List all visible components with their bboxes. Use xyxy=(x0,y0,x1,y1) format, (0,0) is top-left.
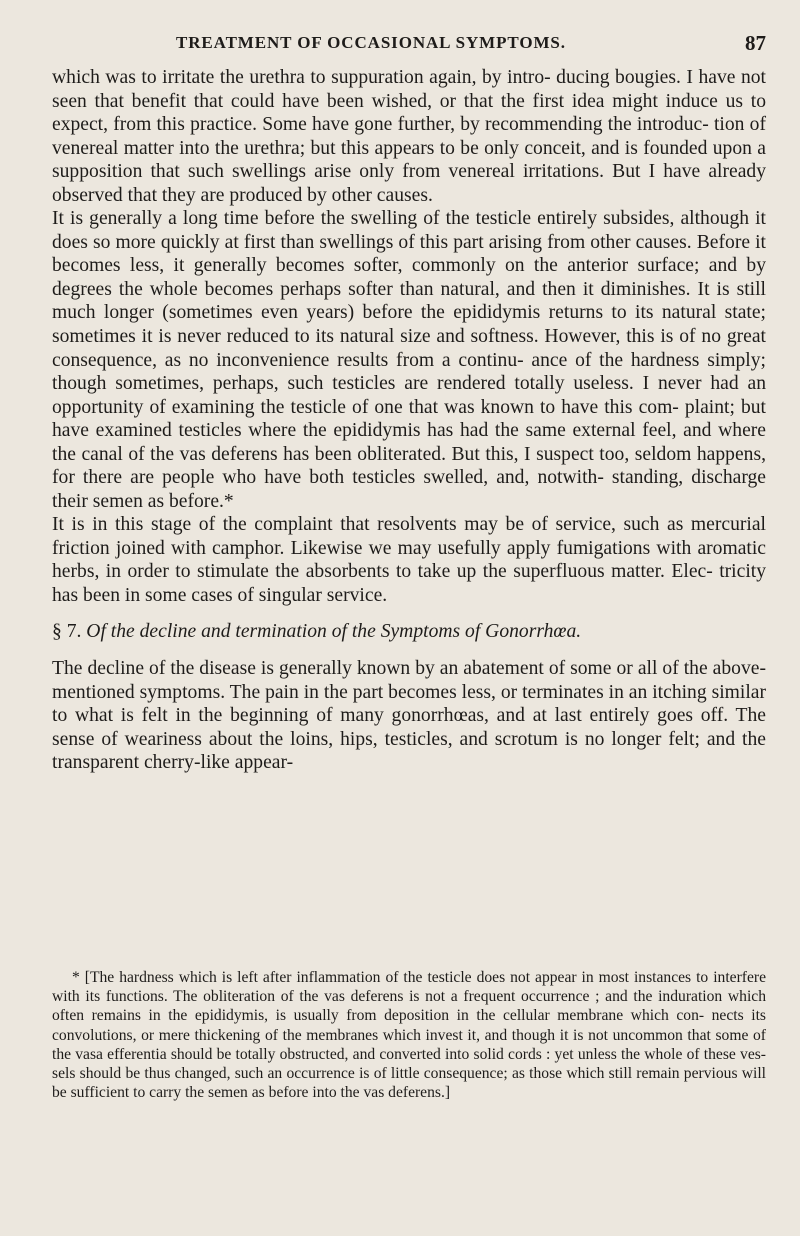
section-title: Of the decline and termination of the Symptoms of Gonorrhœa. xyxy=(86,620,582,642)
paragraph: It is in this stage of the complaint that resolvents may be of service, such as mercurial friction joined with camphor. Likewise we may usefully apply fumigations with aromatic herbs, in order to stimulate the absorbents to take up the superfluous matter. Elec- tricity has been in some cases of singular service. xyxy=(52,514,766,607)
section-number: § 7. xyxy=(52,620,82,642)
footnote-marker: * xyxy=(72,969,80,986)
page-number: 87 xyxy=(745,31,766,55)
paragraph: which was to irritate the urethra to suppuration again, by intro- ducing bougies. I have not seen that benefit that could have been wished, or that the first idea might induce us to expect, from this practice. Some have gone further, by recommending the introduc- tion of venereal matter into the urethra; but this appears to be only conceit, and is founded upon a supposition that such swellings arise only from venereal irritations. But I have already observed that they are produced by other causes. xyxy=(52,67,766,206)
running-header xyxy=(52,33,766,59)
running-title: TREATMENT OF OCCASIONAL SYMPTOMS. xyxy=(176,33,566,52)
paragraph: It is generally a long time before the swelling of the testicle entirely subsides, although it does so more quickly at first than swellings of this part arising from other causes. Before it becomes less, it generally becomes softer, commonly on the anterior surface; and by degrees the whole becomes perhaps softer than natural, and then it diminishes. It is still much longer (sometimes even years) before the epididymis returns to its natural state; sometimes it is never reduced to its natural size and softness. However, this is of no great consequence, as no inconvenience results from a continu- ance of the hardness simply; though sometimes, perhaps, such testicles are rendered totally useless. I never had an opportunity of examining the testicle of one that was known to have this com- plaint; but have examined testicles where the epididymis has had the same external feel, and where the canal of the vas deferens has been obliterated. But this, I suspect too, seldom happens, for there are people who have both testicles swelled, and, notwith- standing, discharge their semen as before.* xyxy=(52,208,766,512)
section-heading xyxy=(52,620,766,644)
footnote-text: [The hardness which is left after inflammation of the testicle does not appear in most instances to interfere with its functions. The obliteration of the vas deferens is not a frequent occurrence ; and the induration which often remains in the epididymis, is usually from deposition in the cellular membrane which con- nects its convolutions, or mere thickening of the membranes which invest it, and though it is not uncommon that some of the vasa efferentia should be totally obstructed, and converted into solid cords : yet unless the whole of these ves- sels should be thus changed, such an occurrence is of little consequence; as those which still remain pervious will be sufficient to carry the semen as before into the vas deferens.] xyxy=(52,969,766,1102)
footnote xyxy=(52,968,766,1102)
paragraph: The decline of the disease is generally known by an abatement of some or all of the above-mentioned symptoms. The pain in the part becomes less, or terminates in an itching similar to what is felt in the beginning of many gonorrhœas, and at last entirely goes off. The sense of weariness about the loins, hips, testicles, and scrotum is no longer felt; and the transparent cherry-like appear- xyxy=(52,658,766,774)
body-text xyxy=(52,66,766,775)
